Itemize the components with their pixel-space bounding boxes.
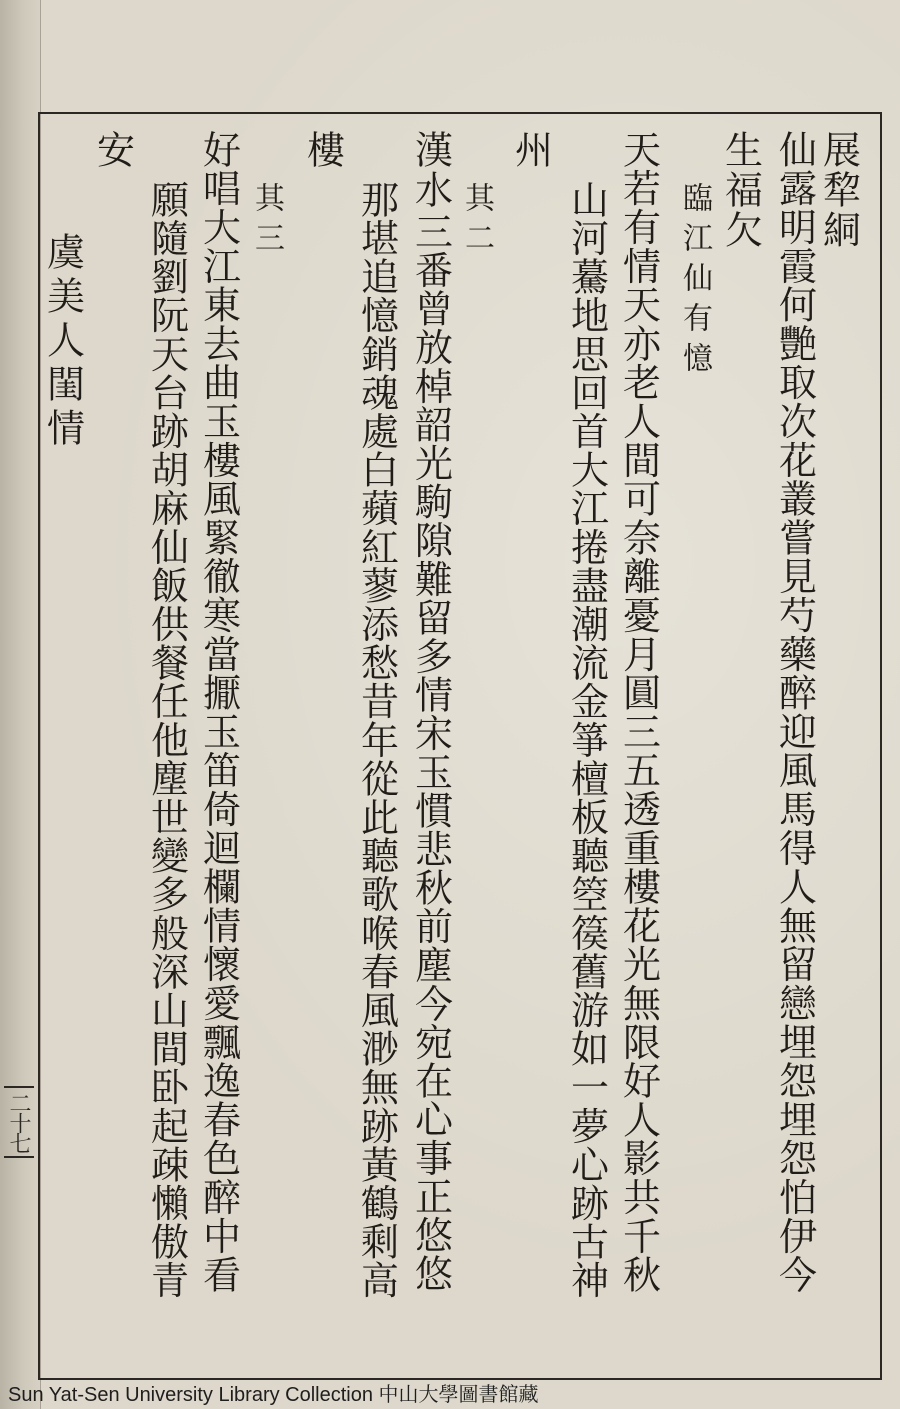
text-column-6: 州 bbox=[508, 130, 553, 170]
text-column-11: 願隨劉阮天台跡胡麻仙飯供餐任他塵世變多般深山間卧起疎懶傲青 bbox=[144, 180, 189, 1300]
page-number: 二十七 bbox=[4, 1086, 34, 1158]
library-credit: Sun Yat-Sen University Library Collection 中山大學圖書館藏 bbox=[8, 1384, 539, 1406]
text-column-7: 漢水 bbox=[408, 130, 453, 210]
text-column-8: 那堪追憶銷魂處白蘋紅蓼添愁昔年從此聽歌喉春風渺無跡黃鶴剩高 bbox=[354, 180, 399, 1300]
text-column-9-heading: 其三 bbox=[249, 182, 284, 262]
text-column-5: 山河驀地思回首大江捲盡潮流金箏檀板聽箜篌舊游如一夢心跡古神 bbox=[564, 180, 609, 1300]
text-column-12: 安 bbox=[90, 130, 135, 170]
text-column-4: 天若有情天亦老人間可奈離憂月圓三五透重樓花光無限好人影共千秋 bbox=[616, 130, 661, 1294]
text-column-3: 生福欠 bbox=[718, 130, 763, 250]
text-column-10: 好唱大江東去曲玉樓風緊徹寒當擫玉笛倚迴欄情懷愛飄逸春色醉中看 bbox=[196, 130, 241, 1294]
text-column-9: 樓 bbox=[300, 130, 345, 170]
text-column-3-heading: 臨江仙有憶 bbox=[677, 182, 712, 382]
text-column-2: 仙露明霞何艷取次花叢嘗見芍藥醉迎風馬得人無留戀埋怨埋怨怕伊今 bbox=[772, 130, 817, 1294]
text-column-7c: 三番曾放棹韶光駒隙難留多情宋玉慣悲秋前塵今宛在心事正悠悠 bbox=[408, 212, 453, 1293]
text-column-7-heading: 其二 bbox=[459, 182, 494, 262]
page-spine bbox=[0, 0, 41, 1409]
text-column-1: 展犂絧 bbox=[816, 130, 861, 250]
text-column-12-title: 虞美人閨情 bbox=[40, 232, 85, 452]
